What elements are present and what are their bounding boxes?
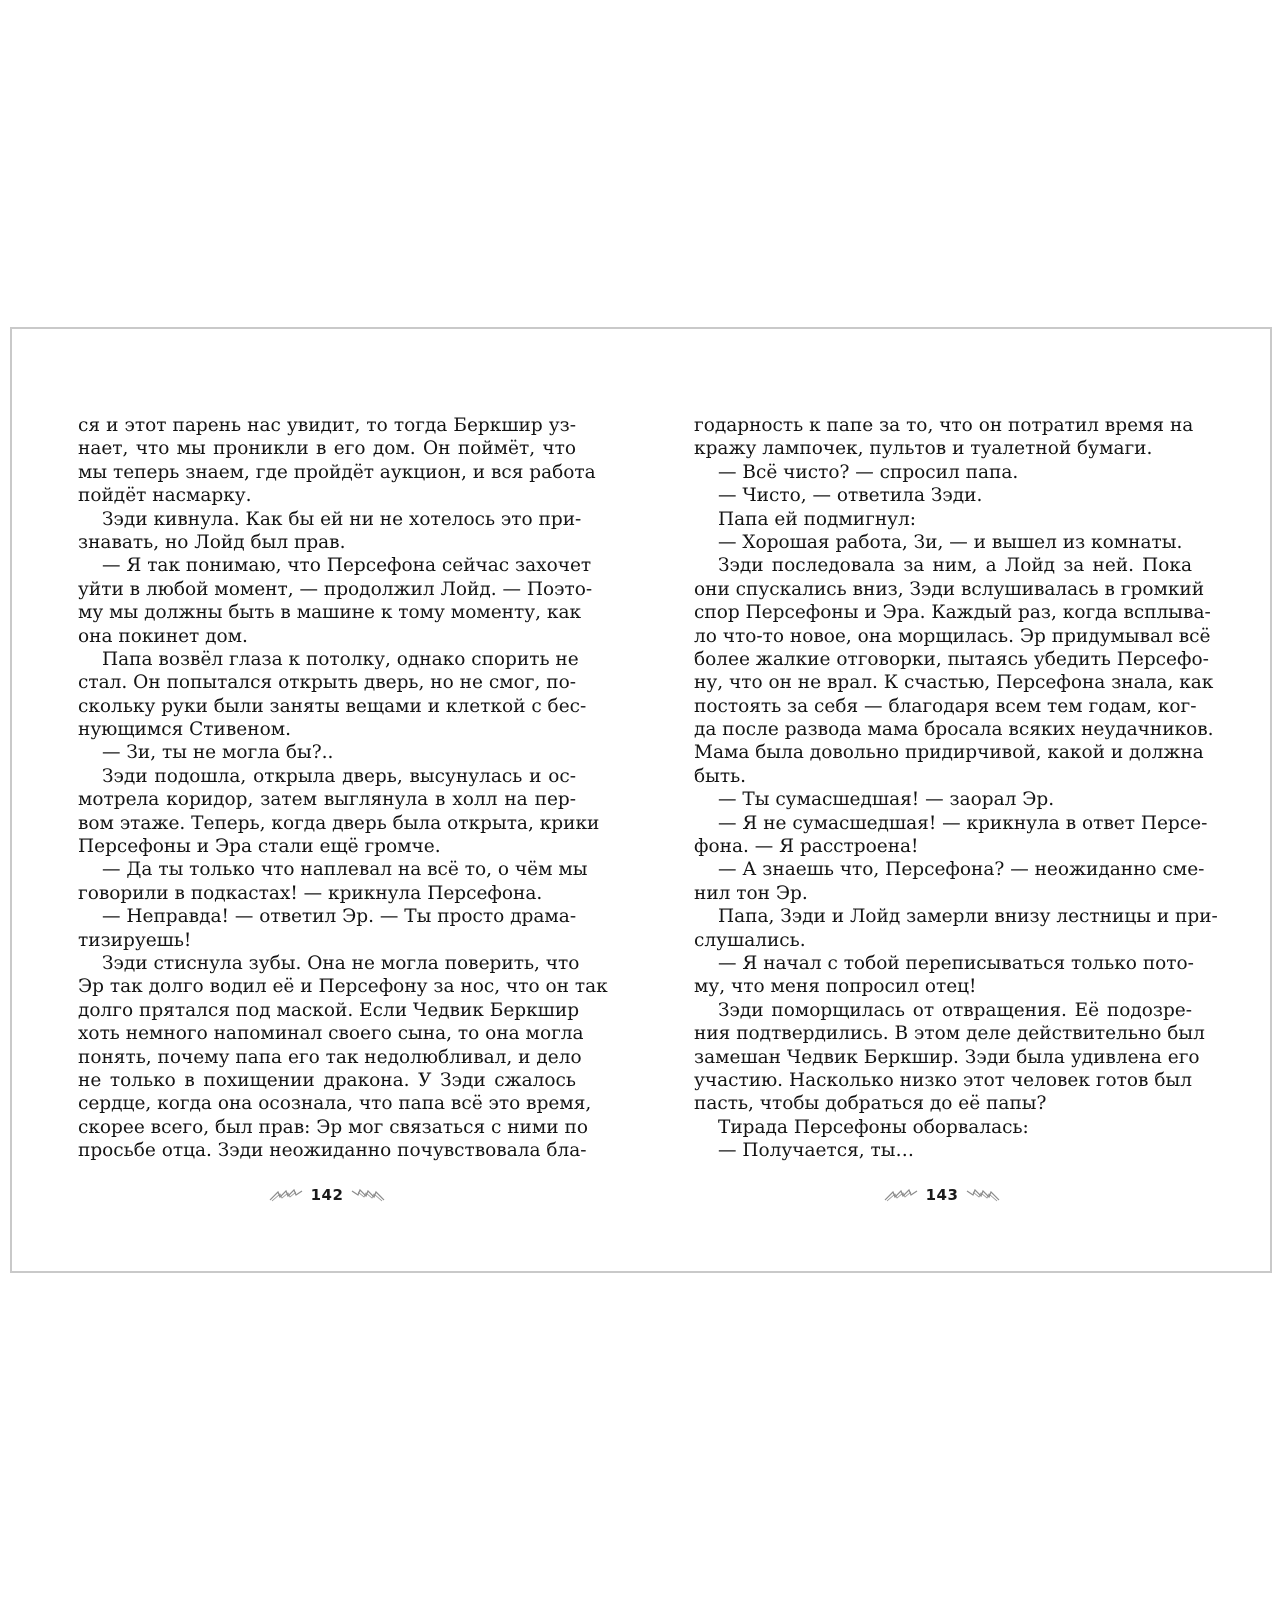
text-line: му мы должны быть в машине к тому моменту, как [78,602,582,624]
text-line: нующимся Стивеном. [78,719,291,741]
text-line: Папа, Зэди и Лойд замерли внизу лестницы и при- [718,906,1218,928]
text-line: ния подтвердились. В этом деле действительно был [694,1023,1205,1045]
text-line: му, что меня попросил отец! [694,976,977,998]
text-line: — А знаешь что, Персефона? — неожиданно сме- [718,859,1205,881]
text-line: — Ты сумасшедшая! — заорал Эр. [718,789,1055,811]
text-line: нает, что мы проникли в его дом. Он поймёт, что [78,438,576,460]
text-line: она покинет дом. [78,625,248,647]
text-line: Зэди поморщилась от отвращения. Её подозре- [718,999,1192,1021]
text-line: постоять за себя — благодаря всем тем годам, ког- [694,695,1197,717]
text-line: спор Персефоны и Эра. Каждый раз, когда всплыва- [694,602,1211,624]
text-line: уйти в любой момент, — продолжил Лойд. — Поэто- [78,578,593,600]
text-line: Папа ей подмигнул: [718,508,917,530]
text-line: более жалкие отговорки, пытаясь убедить Персефо- [694,648,1209,670]
text-line: Мама была довольно придирчивой, какой и должна [694,742,1204,764]
text-line: Зэди подошла, открыла дверь, высунулась и ос- [102,765,576,787]
text-line: долго прятался под маской. Если Чедвик Беркшир [78,999,580,1021]
text-line: быть. [694,765,747,787]
text-line: хоть немного напоминал своего сына, то она могла [78,1023,584,1045]
text-line: замешан Чедвик Беркшир. Зэди была удивлена его [694,1046,1200,1068]
text-line: скорее всего, был прав: Эр мог связаться с ними по [78,1116,588,1138]
text-line: говорили в подкастах! — крикнула Персефона. [78,882,543,904]
text-line: тизируешь! [78,929,192,951]
text-line: скольку руки были заняты вещами и клеткой с бес- [78,695,587,717]
text-line: понять, почему папа его так недолюбливал, и дело [78,1046,582,1068]
text-line: знавать, но Лойд был прав. [78,531,346,553]
left-page-footer [227,1183,427,1207]
text-line: Эр так долго водил её и Персефону за нос, что он так [78,976,608,998]
text-line: годарность к папе за то, что он потратил время на [694,415,1194,436]
text-line: стал. Он попытался открыть дверь, но не смог, по- [78,672,576,694]
text-line: Тирада Персефоны оборвалась: [718,1116,1029,1138]
text-line: — Получается, ты… [718,1140,914,1162]
text-line: просьбе отца. Зэди неожиданно почувствовала бла- [78,1140,587,1162]
text-line: Зэди последовала за ним, а Лойд за ней. Пока [718,555,1192,577]
text-line: слушались. [694,929,806,951]
text-line: Зэди стиснула зубы. Она не могла поверить, что [102,952,580,974]
text-line: — Чисто, — ответила Зэди. [718,485,983,507]
flourish-right-icon [966,1188,1000,1202]
text-line: пасть, чтобы добраться до её папы? [694,1093,1047,1115]
book-spread [10,327,1272,1273]
text-line: кражу лампочек, пультов и туалетной бумаги. [694,438,1153,460]
text-line: — Я так понимаю, что Персефона сейчас захочет [102,555,592,577]
text-line: Папа возвёл глаза к потолку, однако спорить не [102,648,579,670]
text-line: — Неправда! — ответил Эр. — Ты просто драма- [102,906,577,928]
text-line: участию. Насколько низко этот человек готов был [694,1069,1192,1091]
text-line: пойдёт насмарку. [78,485,252,507]
text-line: — Я не сумасшедшая! — крикнула в ответ Персе- [718,812,1208,834]
text-line: Персефоны и Эра стали ещё громче. [78,836,441,858]
text-line: не только в похищении дракона. У Зэди сжалось [78,1069,576,1091]
text-line: ну, что он не врал. К счастью, Персефона знала, как [694,672,1214,694]
text-line: — Я начал с тобой переписываться только пото- [718,952,1194,974]
flourish-left-icon [269,1188,303,1202]
text-line: мы теперь знаем, где пройдёт аукцион, и вся работа [78,461,596,483]
text-line: — Хорошая работа, Зи, — и вышел из комнаты. [718,531,1183,553]
text-line: мотрела коридор, затем выглянула в холл на пер- [78,789,576,811]
text-line: — Да ты только что наплевал на всё то, о чём мы [102,859,588,881]
flourish-right-icon [351,1188,385,1202]
text-line: сердце, когда она осознала, что папа всё это время, [78,1093,592,1115]
text-line: они спускались вниз, Зэди вслушивалась в громкий [694,578,1205,600]
text-line: фона. — Я расстроена! [694,836,919,858]
text-line: нил тон Эр. [694,882,808,904]
left-page-text [78,414,608,1163]
text-line: — Зи, ты не могла бы?.. [102,742,334,764]
text-line: да после развода мама бросала всяких неудачников. [694,719,1214,741]
text-line: Зэди кивнула. Как бы ей ни не хотелось это при- [102,508,582,530]
right-page-footer [842,1183,1042,1207]
text-line: ся и этот парень нас увидит, то тогда Беркшир уз- [78,415,576,436]
right-page-text [694,414,1218,1163]
text-line: ло что-то новое, она морщилась. Эр придумывал всё [694,625,1211,647]
page-number: 143 [925,1186,959,1204]
text-line: — Всё чисто? — спросил папа. [718,461,1019,483]
flourish-left-icon [884,1188,918,1202]
text-line: вом этаже. Теперь, когда дверь была открыта, крики [78,812,600,834]
page-number: 142 [310,1186,344,1204]
